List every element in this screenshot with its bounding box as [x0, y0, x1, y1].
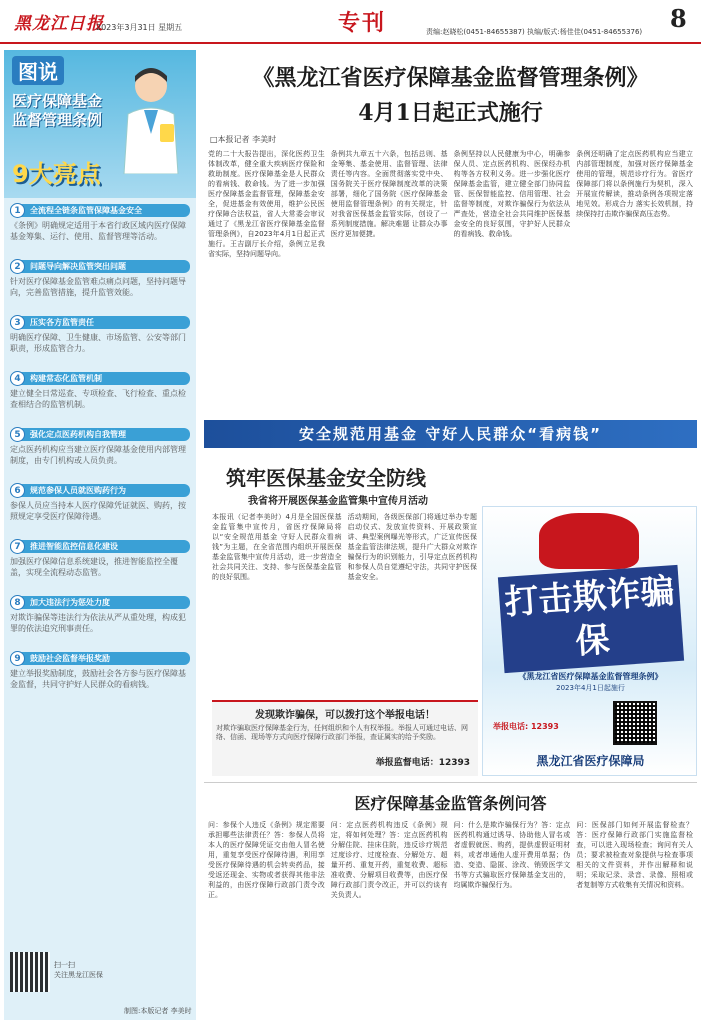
highlight-title	[10, 652, 190, 665]
poster-hotline: 举报电话: 12393	[493, 722, 559, 731]
highlight-title-text: 强化定点医药机构自我管理	[30, 430, 126, 439]
highlight-title-text: 问题导向解决监管突出问题	[30, 262, 126, 271]
highlight-title-text: 鼓励社会监督举报奖励	[30, 654, 110, 663]
story-column: 活动期间，各级医保部门将通过举办专题启动仪式、发放宣传资料、开展政策宣讲、典型案例曝光等形式，广泛宣传医保基金监管法律法规，提升广大群众对欺诈骗保行为的识别能力，引导定点医药机构和参保人员自觉遵纪守法，共同守护医保基金安全。	[347, 513, 477, 581]
report-box	[212, 700, 478, 776]
highlight-item	[10, 540, 190, 590]
highlight-number: 8	[10, 595, 25, 610]
highlight-title-text: 全流程全链条监管保障基金安全	[30, 206, 142, 215]
highlight-item	[10, 204, 190, 254]
highlight-title-text: 加大违法行为惩处力度	[30, 598, 110, 607]
byline: □本报记者 李美时	[210, 135, 277, 144]
highlight-text: 对欺诈骗保等违法行为依法从严从重处理，构成犯罪的依法追究刑事责任。	[10, 613, 186, 633]
highlight-text: 《条例》明确规定适用于本省行政区域内医疗保障基金筹集、运行、使用、监督管理等活动。	[10, 221, 186, 241]
poster-organization: 黑龙江省医疗保障局	[536, 754, 645, 768]
highlight-text: 明确医疗保障、卫生健康、市场监管、公安等部门职责，形成监管合力。	[10, 333, 186, 353]
poster-effective-date: 2023年4月1日起施行	[556, 684, 625, 692]
infographic-title	[12, 92, 122, 130]
highlight-number: 4	[10, 371, 25, 386]
qa-column: 问：什么是欺诈骗保行为？答：定点医药机构通过诱导、协助他人冒名或者虚假就医、购药，提供虚假证明材料，或者串通他人虚开费用单据；伪造、变造、隐匿、涂改、销毁医学文书等方式骗取医疗保障基金支出的，均属欺诈骗保行为。	[453, 821, 571, 889]
graphic-credit: 制图:本版记者 李美时	[124, 1007, 192, 1015]
infographic-hero	[4, 50, 196, 198]
story-title: 筑牢医保基金安全防线	[226, 466, 426, 490]
highlight-item	[10, 428, 190, 478]
highlight-text: 针对医疗保障基金监管难点痛点问题，坚持问题导向，完善监管措施，提升监管效能。	[10, 277, 186, 297]
highlight-number: 2	[10, 259, 25, 274]
highlight-count: 9大亮点	[12, 160, 101, 188]
story-body	[212, 512, 477, 660]
highlight-title	[10, 260, 190, 273]
section-title: 专刊	[338, 10, 387, 36]
article-body	[208, 149, 693, 419]
highlight-title	[10, 316, 190, 329]
highlight-number: 9	[10, 651, 25, 666]
issue-date: 2023年3月31日 星期五	[96, 23, 183, 32]
headline-line-1: 《黑龙江省医疗保障基金监督管理条例》	[252, 65, 649, 91]
highlight-number: 6	[10, 483, 25, 498]
report-hotline: 举报监督电话：12393	[375, 758, 470, 768]
highlight-title-text: 构建常态化监管机制	[30, 374, 102, 383]
highlight-number: 1	[10, 203, 25, 218]
highlight-item	[10, 652, 190, 702]
page-number: 8	[670, 4, 687, 33]
highlight-number: 7	[10, 539, 25, 554]
report-text: 对欺诈骗取医疗保障基金行为，任何组织和个人有权举报。举报人可通过电话、网络、信函、现场等方式向医疗保障行政部门举报，查证属实的给予奖励。	[216, 724, 468, 741]
title-line-2: 监督管理条例	[12, 111, 103, 129]
highlight-text: 建立健全日常巡查、专项检查、飞行检查、重点检查相结合的监管机制。	[10, 389, 186, 409]
article-column: 条例坚持以人民健康为中心，明确参保人员、定点医药机构、医保经办机构等各方权利义务。进一步强化医疗保障基金监管，建立健全部门协同监管、医保智能监控、信用管理、社会监督等制度，对欺诈骗保行为依法从严查处，营造全社会共同维护医保基金安全的良好氛围，守护好人民群众的看病钱、救命钱。	[453, 150, 571, 238]
qr-label: 扫一扫 关注黑龙江医保	[54, 961, 103, 979]
main-headline	[204, 60, 697, 130]
poster-regulation-name: 《黑龙江省医疗保障基金监督管理条例》	[518, 672, 663, 681]
main-content	[204, 50, 697, 1020]
highlight-text: 定点医药机构应当建立医疗保障基金使用内部管理制度，由专门机构或人员负责。	[10, 445, 186, 465]
story-column: 本报讯（记者李美时）4月是全国医保基金监管集中宣传月，省医疗保障局将以“安全规范用基金 守好人民群众看病钱”为主题，在全省范围内组织开展医保基金监管集中宣传月活动，进一步营造全社会共同关注、支持、参与医保基金监管的良好氛围。	[212, 513, 342, 581]
highlight-title-text: 规范参保人员就医购药行为	[30, 486, 126, 495]
highlight-number: 5	[10, 427, 25, 442]
qa-section	[204, 782, 697, 1020]
fist-icon	[539, 513, 639, 569]
highlight-item	[10, 372, 190, 422]
masthead	[0, 0, 701, 44]
article-column: 条例共九章五十六条，包括总则、基金筹集、基金使用、监督管理、法律责任等内容。全面贯彻落实党中央、国务院关于医疗保障制度改革的决策部署，细化了国务院《医疗保障基金使用监督管理条例》的有关规定，针对我省医保基金监管实际，创设了一系列制度措施。解决难题 让群众办事医疗更加便捷。	[330, 150, 448, 238]
qa-column: 问：参保个人违反《条例》规定需要承担哪些法律责任？答：参保人员将本人的医疗保障凭证交由他人冒名使用，重复享受医疗保障待遇，利用享受医疗保障待遇的机会转卖药品，接受返还现金、实物或者获得其他非法利益的，由医疗保障行政部门责令改正。	[208, 821, 325, 899]
qa-body	[208, 820, 693, 1016]
qa-title: 医疗保障基金监管条例问答	[354, 794, 547, 813]
title-line-1: 医疗保障基金	[12, 92, 103, 110]
section-banner: 安全规范用基金 守好人民群众“看病钱”	[204, 420, 697, 448]
highlight-item	[10, 316, 190, 366]
highlight-text: 参保人员应当持本人医疗保障凭证就医、购药，按照规定享受医疗保障待遇。	[10, 501, 186, 521]
editor-contact: 责编:赵晓松(0451-84655387) 执编/版式:杨佳佳(0451-84655376)	[426, 28, 643, 36]
highlights-list	[4, 204, 196, 702]
report-title: 发现欺诈骗保，可以拨打这个举报电话！	[255, 710, 435, 721]
highlight-title	[10, 484, 190, 497]
highlight-title	[10, 540, 190, 553]
qr-code-icon	[10, 952, 50, 992]
highlight-title	[10, 596, 190, 609]
highlight-title	[10, 204, 190, 217]
qr-code-icon	[613, 701, 657, 745]
article-column: 党的二十大报告提出，深化医药卫生体制改革，健全重大疾病医疗保险和救助制度。医疗保障基金是人民群众的看病钱、救命钱。为了进一步加强医疗保障基金监督管理，保障基金安全，促进基金有效使用，维护公民医疗保障合法权益，省人大常委会审议通过了《黑龙江省医疗保障基金监督管理条例》，自2023年4月1日起正式施行。王吉副厅长介绍，条例立足我省实际，坚持问题导向。	[208, 150, 325, 258]
highlight-title	[10, 428, 190, 441]
infographic-column	[4, 50, 196, 1020]
highlight-item	[10, 596, 190, 646]
highlight-title-text: 推进智能监控信息化建设	[30, 542, 118, 551]
qa-column: 问：定点医药机构违反《条例》规定，将如何处理？答：定点医药机构分解住院、挂床住院，违反诊疗规范过度诊疗、过度检查、分解处方、超量开药、重复开药，重复收费、超标准收费、分解项目收费等，由医疗保障行政部门责令改正，并可以约谈有关负责人。	[330, 821, 448, 899]
doctor-illustration-icon	[116, 64, 186, 174]
highlight-text: 加强医疗保障信息系统建设，推进智能监控全覆盖，实现全流程动态监管。	[10, 557, 178, 577]
highlight-item	[10, 260, 190, 310]
highlight-title-text: 压实各方监管责任	[30, 318, 94, 327]
qa-column: 问：医保部门如何开展监督检查？答：医疗保障行政部门实施监督检查，可以进入现场检查；询问有关人员；要求被检查对象提供与检查事项相关的文件资料，并作出解释和说明；采取记录、录音、录像、照相或者复制等方式收集有关情况和资料。	[576, 821, 693, 889]
anti-fraud-poster	[482, 506, 697, 776]
paper-name: 黑龙江日报	[14, 14, 104, 34]
article-column: 条例还明确了定点医药机构应当建立内部管理制度，加强对医疗保障基金使用的管理，规范诊疗行为。省医疗保障部门将以条例施行为契机，深入开展宣传解读，推动条例各项规定落地见效。形成合力 落实长效机制，持续保持打击欺诈骗保高压态势。	[576, 150, 693, 218]
poster-slogan: 打击欺诈骗保	[498, 565, 684, 673]
story-subtitle: 我省将开展医保基金监管集中宣传月活动	[248, 496, 428, 507]
highlight-text: 建立举报奖励制度，鼓励社会各方参与医疗保障基金监督，共同守护好人民群众的看病钱。	[10, 669, 186, 689]
highlight-title	[10, 372, 190, 385]
highlight-number: 3	[10, 315, 25, 330]
highlight-item	[10, 484, 190, 534]
tag-label: 图说	[12, 56, 64, 85]
headline-line-2: 4月1日起正式施行	[358, 100, 543, 126]
